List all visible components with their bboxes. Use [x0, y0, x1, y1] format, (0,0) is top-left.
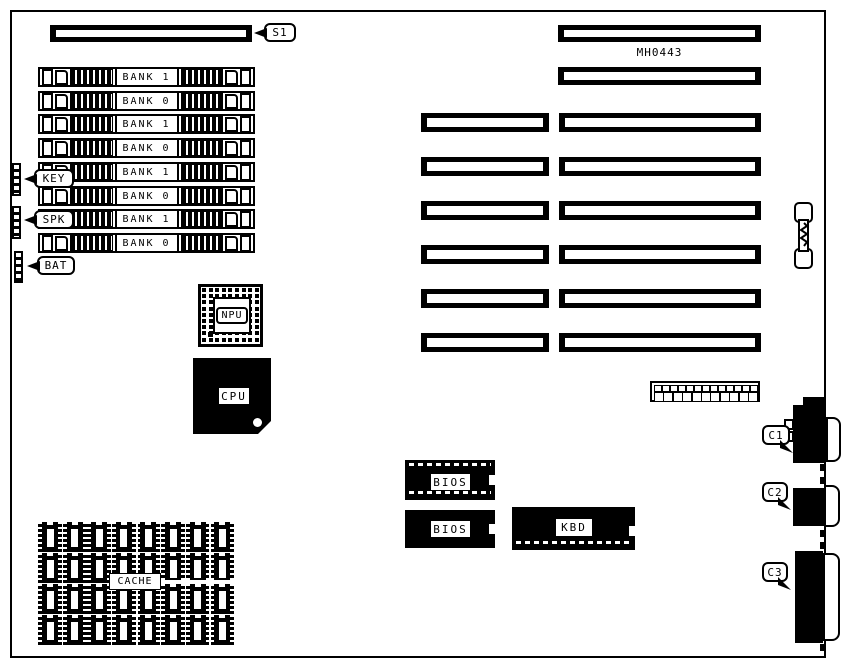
cache-chip [38, 522, 62, 552]
expansion-slot-long [559, 157, 761, 176]
simm-clip-icon [55, 117, 68, 132]
pin-header-pad [748, 392, 758, 402]
expansion-slot-full [558, 67, 761, 85]
pin-header-pin [718, 385, 726, 392]
simm-pin-hatch [70, 93, 113, 109]
cache-chip [186, 615, 210, 645]
expansion-slot-short [421, 157, 549, 176]
expansion-slot-long [559, 289, 761, 308]
bank-label: BANK 1 [115, 67, 179, 87]
npu-pin-dot [202, 338, 206, 342]
key-callout [34, 169, 74, 188]
npu-pin-dot [202, 319, 206, 323]
cache-chip [112, 522, 136, 552]
expansion-slot-short [421, 245, 549, 264]
npu-pin-dot [215, 288, 219, 292]
npu-pin-dot [202, 313, 206, 317]
c2-callout-label: C2 [767, 485, 783, 499]
npu-pin-dot [255, 307, 259, 311]
pin-header-pin [686, 385, 694, 392]
simm-clip-icon [225, 94, 238, 109]
cache-chip [186, 522, 210, 552]
simm-socket [38, 114, 255, 134]
c3-callout [762, 562, 788, 582]
simm-pin-hatch [70, 235, 113, 251]
cache-chip [186, 584, 210, 614]
bat-connector [14, 251, 23, 283]
simm-pin-hatch [181, 164, 224, 180]
c2-connector [793, 488, 825, 526]
spk-callout-label: SPK [42, 213, 66, 226]
npu-pin-dot [202, 325, 206, 329]
npu-pin-dot [202, 307, 206, 311]
bios2-label: BIOS [431, 521, 470, 537]
slot-inner [427, 294, 543, 303]
simm-socket [38, 67, 255, 87]
npu-pin-dot [209, 294, 213, 298]
npu-pin-dot [235, 288, 239, 292]
pin-header-pin [702, 385, 710, 392]
bios1-label: BIOS [431, 474, 470, 490]
bank-label: BANK 0 [115, 186, 179, 206]
npu-pin-dot [255, 331, 259, 335]
bat-callout [37, 256, 75, 275]
simm-pin-hatch [181, 188, 224, 204]
simm-pin-hatch [70, 164, 113, 180]
cache-chip [63, 615, 87, 645]
bank-label: BANK 0 [115, 138, 179, 158]
cache-chip [38, 553, 62, 583]
callout-arrow-icon [777, 496, 791, 510]
simm-clip-icon [225, 165, 238, 180]
bank-label: BANK 0 [115, 233, 179, 253]
s1-slot-inner [56, 30, 246, 37]
callout-arrow-icon [24, 215, 37, 225]
npu-pin-dot [202, 288, 206, 292]
simm-endcap [240, 116, 251, 133]
bank-label: BANK 1 [115, 209, 179, 229]
pin-header-pin [750, 385, 758, 392]
npu-pin-dot [248, 288, 252, 292]
c2-outline [824, 485, 840, 527]
expansion-slot-short [421, 333, 549, 352]
cache-separator [160, 580, 235, 583]
slot-inner [565, 250, 755, 259]
cache-chip [38, 615, 62, 645]
pin-header-pin [694, 385, 702, 392]
expansion-slot-long [559, 113, 761, 132]
npu-pin1-marker [208, 332, 213, 337]
simm-endcap [240, 211, 251, 228]
spk-callout [34, 210, 74, 229]
callout-arrow-icon [254, 28, 267, 38]
slot-inner [565, 162, 755, 171]
board-code: MH0443 [636, 46, 683, 59]
npu-pin-dot [248, 338, 252, 342]
pin-header-pin [670, 385, 678, 392]
npu-pin-dot [209, 319, 213, 323]
kbd-label: KBD [556, 519, 592, 536]
simm-endcap [240, 164, 251, 181]
simm-endcap [240, 93, 251, 110]
simm-endcap [42, 188, 53, 205]
c3-outline [823, 553, 840, 641]
cache-chip [87, 584, 111, 614]
expansion-slot-long [559, 201, 761, 220]
cache-chip [38, 584, 62, 614]
cache-label: CACHE [109, 573, 161, 590]
simm-endcap [42, 235, 53, 252]
cache-chip [87, 615, 111, 645]
simm-socket [38, 186, 255, 206]
slot-inner [427, 162, 543, 171]
simm-pin-hatch [70, 116, 113, 132]
simm-clip-icon [225, 141, 238, 156]
simm-clip-icon [225, 236, 238, 251]
expansion-slot-short [421, 113, 549, 132]
bank-label: BANK 0 [115, 91, 179, 111]
pin-header-pin [654, 385, 662, 392]
bank-label: BANK 1 [115, 114, 179, 134]
pin-header-connector [650, 381, 760, 402]
npu-pin-dot [228, 288, 232, 292]
simm-pin-hatch [181, 69, 224, 85]
cache-chip [87, 553, 111, 583]
s1-slot [50, 25, 252, 42]
simm-clip-icon [225, 212, 238, 227]
edge-mark [820, 644, 826, 651]
simm-endcap [240, 235, 251, 252]
slot-inner [427, 206, 543, 215]
expansion-slot-long [559, 245, 761, 264]
s1-callout-label: S1 [272, 26, 288, 39]
simm-clip-icon [225, 70, 238, 85]
cache-chip [136, 615, 160, 645]
cache-chip [210, 584, 234, 614]
cache-chip [63, 553, 87, 583]
slot-inner [564, 30, 755, 37]
simm-endcap [42, 69, 53, 86]
cache-chip [112, 615, 136, 645]
npu-pin-dot [202, 300, 206, 304]
npu-pin-dot [202, 331, 206, 335]
slot-inner [565, 118, 755, 127]
callout-arrow-icon [777, 576, 791, 590]
simm-endcap [42, 140, 53, 157]
npu-pin-dot [255, 325, 259, 329]
npu-pin-dot [209, 300, 213, 304]
simm-clip-icon [55, 94, 68, 109]
simm-clip-icon [55, 70, 68, 85]
spk-connector [12, 206, 21, 239]
simm-pin-hatch [181, 116, 224, 132]
npu-label: NPU [216, 307, 247, 324]
bios2-notch [489, 524, 496, 534]
cache-chip [161, 522, 185, 552]
pin-header-pin [742, 385, 750, 392]
bat-callout-label: BAT [44, 259, 68, 272]
npu-pin-dot [209, 288, 213, 292]
npu-pin-dot [209, 325, 213, 329]
c1-callout-label: C1 [768, 428, 784, 442]
edge-mark [820, 530, 826, 537]
pin-header-pin [678, 385, 686, 392]
edge-mark [820, 464, 826, 471]
cache-chip [136, 522, 160, 552]
simm-endcap [240, 69, 251, 86]
cache-chip [210, 522, 234, 552]
npu-pin-dot [209, 313, 213, 317]
c2-callout [762, 482, 788, 502]
slot-inner [427, 250, 543, 259]
npu-pin-dot [255, 294, 259, 298]
simm-pin-hatch [181, 140, 224, 156]
expansion-slot-full [558, 25, 761, 42]
simm-endcap [42, 116, 53, 133]
simm-socket [38, 138, 255, 158]
bank-label: BANK 1 [115, 162, 179, 182]
callout-arrow-icon [24, 174, 37, 184]
expansion-slot-short [421, 201, 549, 220]
npu-pin-dot [228, 338, 232, 342]
npu-pin-dot [202, 294, 206, 298]
npu-pin-dot [209, 338, 213, 342]
npu-pin-dot [222, 288, 226, 292]
fuse-component [794, 202, 814, 270]
callout-arrow-icon [779, 439, 793, 453]
cache-chip [63, 522, 87, 552]
simm-pin-hatch [70, 69, 113, 85]
simm-pin-hatch [70, 140, 113, 156]
npu-pin-dot [242, 288, 246, 292]
cpu-label: CPU [219, 388, 249, 404]
pin-header-pin [662, 385, 670, 392]
cache-chip [63, 584, 87, 614]
npu-inner-cavity [213, 297, 251, 334]
c3-callout-label: C3 [767, 565, 783, 579]
slot-inner [427, 338, 543, 347]
slot-inner [565, 294, 755, 303]
s1-callout [264, 23, 296, 42]
simm-pin-hatch [181, 211, 224, 227]
edge-mark [820, 542, 826, 549]
callout-arrow-icon [27, 261, 40, 271]
pin-header-pin [710, 385, 718, 392]
cache-chip [210, 553, 234, 583]
slot-inner [564, 72, 755, 80]
npu-pin-dot [215, 338, 219, 342]
key-callout-label: KEY [42, 172, 66, 185]
npu-pin-dot [255, 288, 259, 292]
key-connector [12, 163, 21, 196]
c3-connector [795, 551, 823, 643]
npu-pin-dot [209, 307, 213, 311]
simm-pin-hatch [181, 93, 224, 109]
simm-pin-hatch [70, 188, 113, 204]
c1-connector [793, 405, 825, 463]
expansion-slot-short [421, 289, 549, 308]
npu-pin-dot [235, 338, 239, 342]
slot-inner [565, 338, 755, 347]
c1-callout [762, 425, 790, 445]
cache-chip [161, 553, 185, 583]
pin-header-pin [734, 385, 742, 392]
simm-endcap [240, 188, 251, 205]
simm-socket [38, 91, 255, 111]
simm-clip-icon [55, 141, 68, 156]
simm-pin-hatch [70, 211, 113, 227]
npu-pin-dot [255, 338, 259, 342]
simm-pin-hatch [181, 235, 224, 251]
npu-pin-dot [222, 338, 226, 342]
cache-chip [87, 522, 111, 552]
npu-pin-dot [242, 338, 246, 342]
pin-header-pin [726, 385, 734, 392]
bios1-notch [489, 475, 496, 485]
simm-clip-icon [225, 189, 238, 204]
cache-chip [210, 615, 234, 645]
kbd-notch [629, 526, 636, 536]
expansion-slot-long [559, 333, 761, 352]
edge-mark [820, 477, 826, 484]
cache-separator [209, 522, 211, 645]
simm-clip-icon [55, 236, 68, 251]
npu-pin-dot [255, 313, 259, 317]
slot-inner [565, 206, 755, 215]
simm-clip-icon [55, 189, 68, 204]
slot-inner [427, 118, 543, 127]
cache-chip [161, 615, 185, 645]
simm-socket [38, 233, 255, 253]
cpu-pin1-dot [253, 418, 262, 427]
simm-endcap [240, 140, 251, 157]
simm-clip-icon [225, 117, 238, 132]
cache-chip [161, 584, 185, 614]
cache-chip [186, 553, 210, 583]
c1-outline [826, 417, 841, 462]
npu-pin-dot [255, 300, 259, 304]
npu-pin-dot [255, 319, 259, 323]
simm-endcap [42, 93, 53, 110]
